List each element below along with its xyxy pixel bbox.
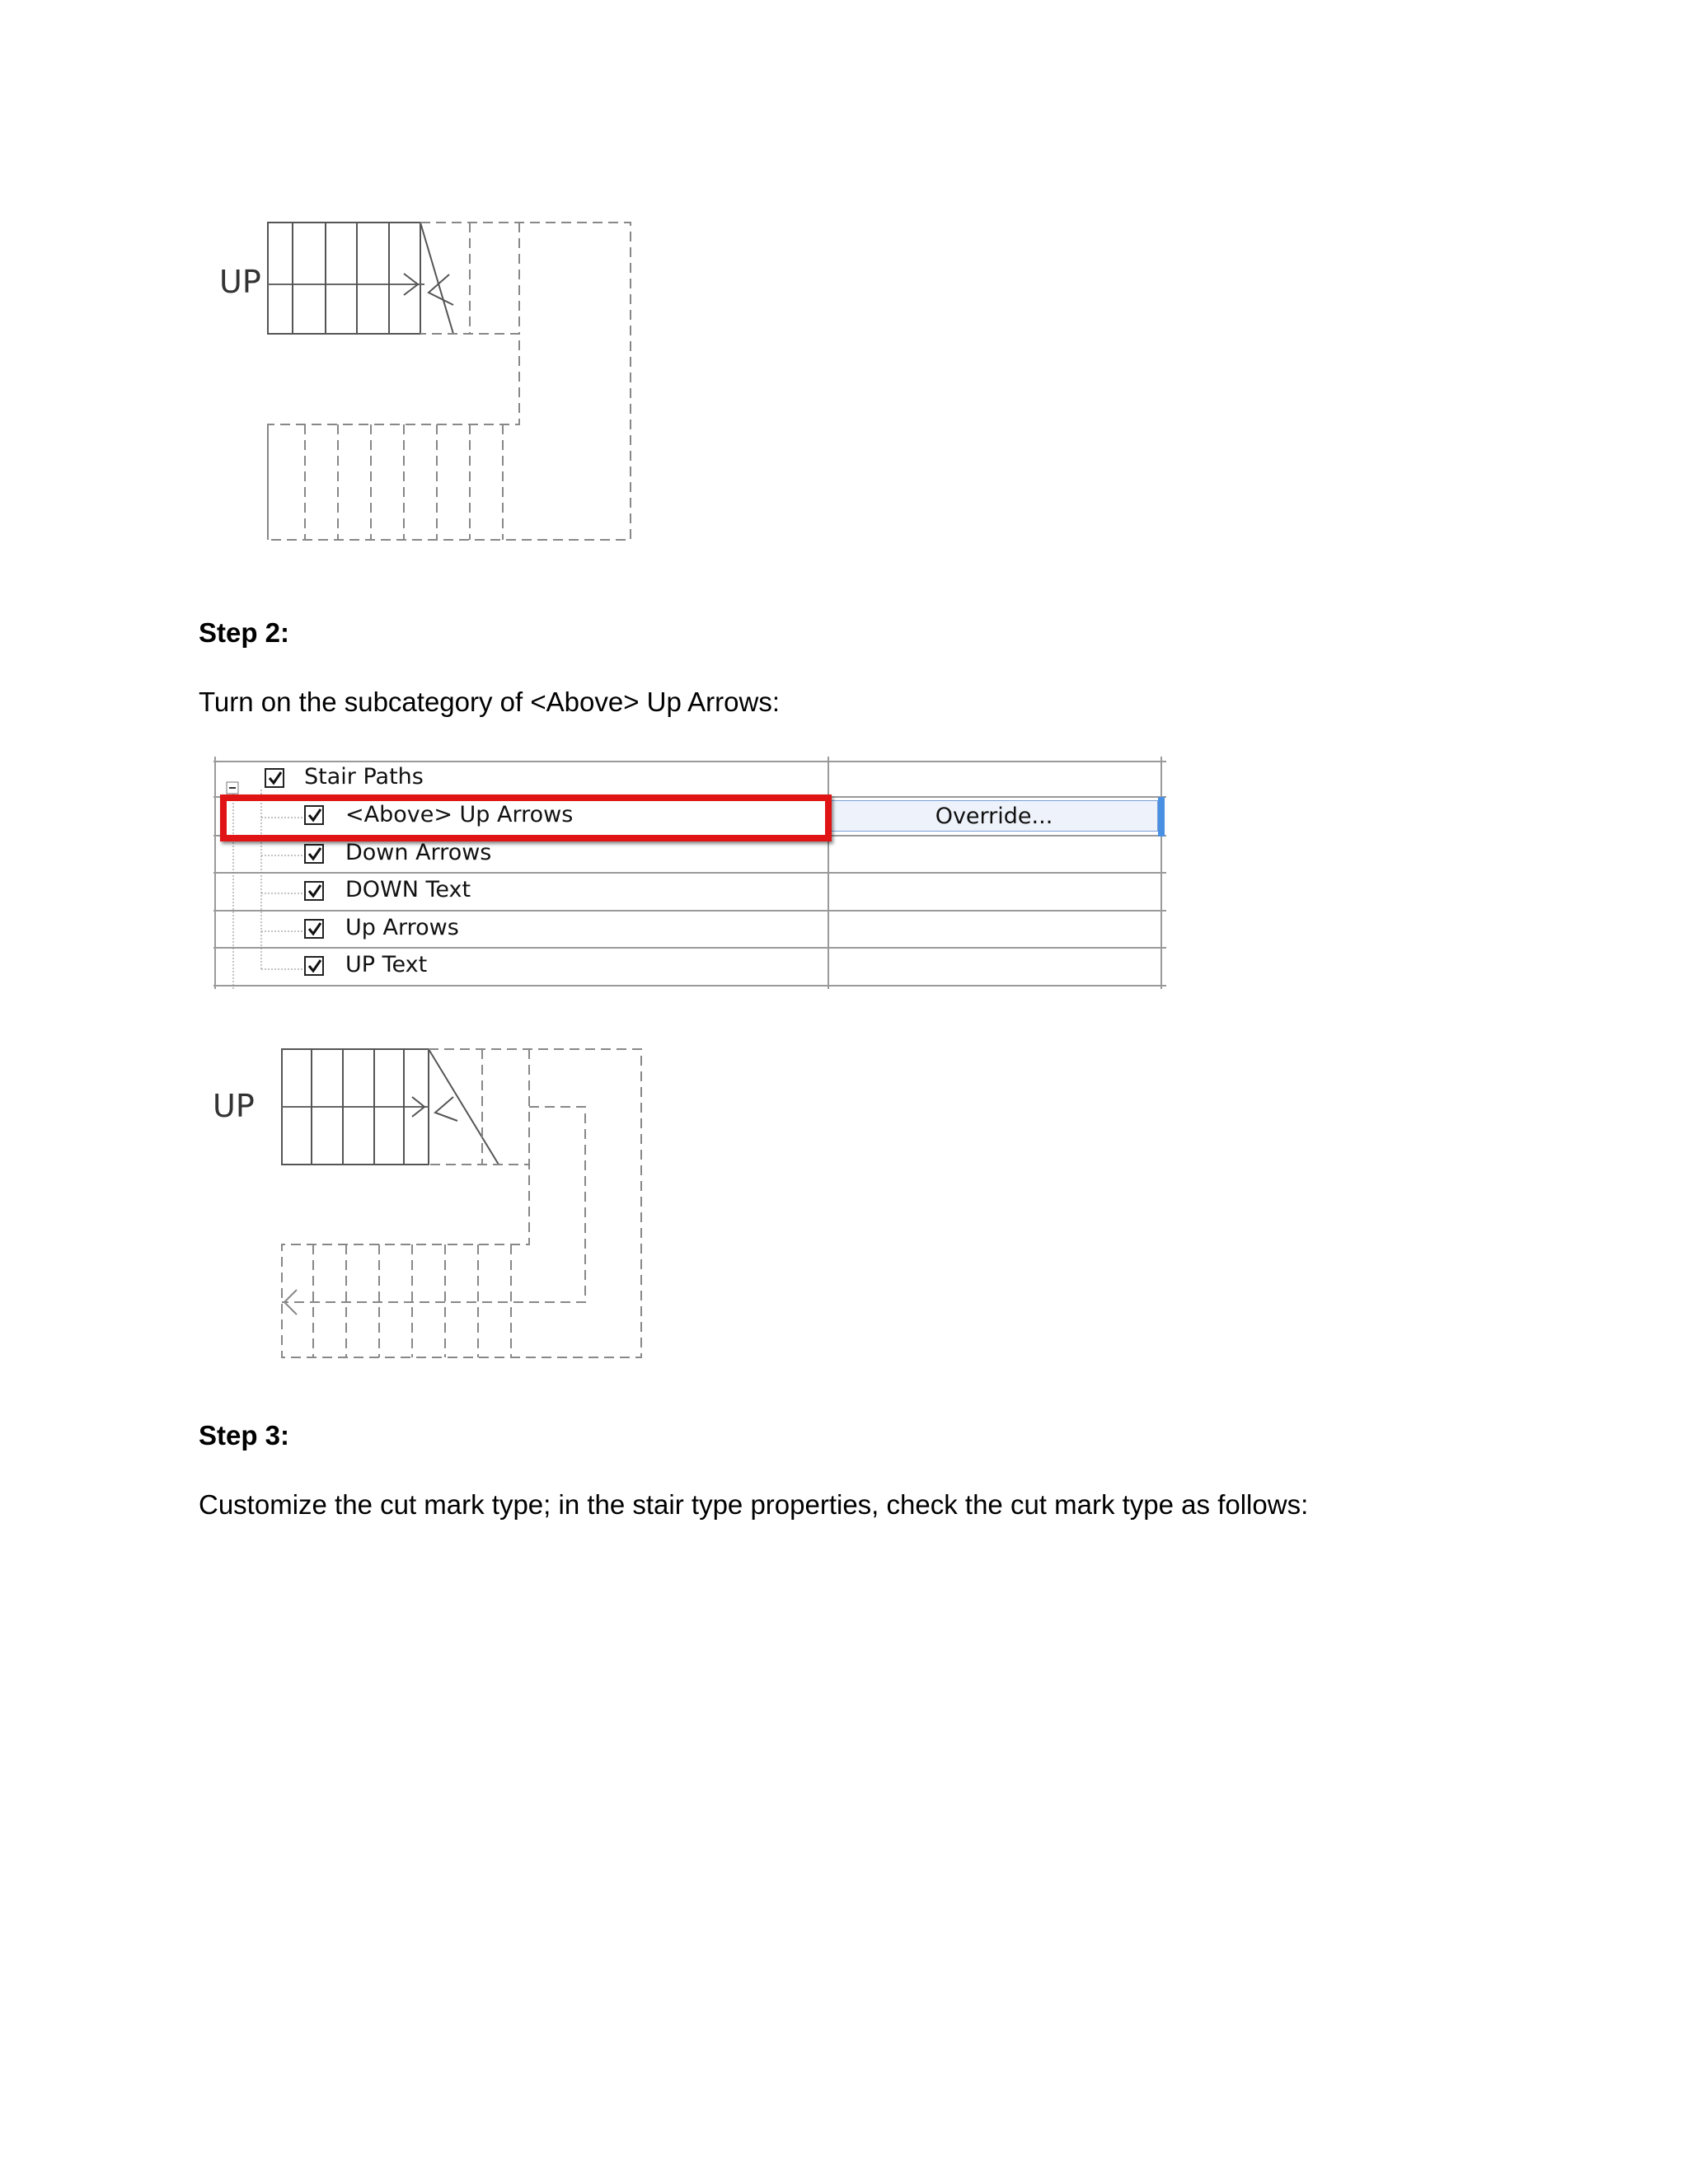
stair-diagram-bottom bbox=[206, 1043, 651, 1364]
tree-row-up-arrows[interactable] bbox=[213, 911, 1166, 948]
tree-row-up-text[interactable] bbox=[213, 948, 1166, 985]
checkbox-up-arrows[interactable] bbox=[304, 919, 324, 939]
step3-instruction: Customize the cut mark type; in the stair type properties, check the cut mark type as follows: bbox=[199, 1489, 1309, 1520]
step2-heading: Step 2: bbox=[199, 617, 290, 648]
tree-row-label: Down Arrows bbox=[345, 840, 492, 865]
up-label-bottom: UP bbox=[213, 1088, 255, 1124]
object-styles-tree bbox=[213, 757, 1166, 989]
checkbox-up-text[interactable] bbox=[304, 956, 324, 976]
checkbox-down-arrows[interactable] bbox=[304, 844, 324, 864]
checkbox-stair-paths[interactable] bbox=[265, 768, 284, 788]
tree-row-label: DOWN Text bbox=[345, 877, 471, 902]
tree-row-stair-paths[interactable] bbox=[213, 760, 1166, 797]
tree-row-label: UP Text bbox=[345, 952, 428, 977]
override-button[interactable]: Override... bbox=[830, 800, 1158, 832]
selection-edge bbox=[1158, 797, 1165, 837]
checkbox-down-text[interactable] bbox=[304, 881, 324, 901]
step3-heading: Step 3: bbox=[199, 1420, 290, 1451]
tree-row-label: <Above> Up Arrows bbox=[345, 802, 574, 827]
tree-row-label: Stair Paths bbox=[304, 764, 424, 790]
step2-instruction: Turn on the subcategory of <Above> Up Arrows: bbox=[199, 687, 781, 717]
tree-row-down-text[interactable] bbox=[213, 873, 1166, 910]
tree-row-label: Up Arrows bbox=[345, 915, 459, 940]
up-label-top: UP bbox=[219, 264, 261, 300]
stair-diagram-top bbox=[206, 210, 643, 548]
red-highlight-box bbox=[220, 794, 832, 841]
